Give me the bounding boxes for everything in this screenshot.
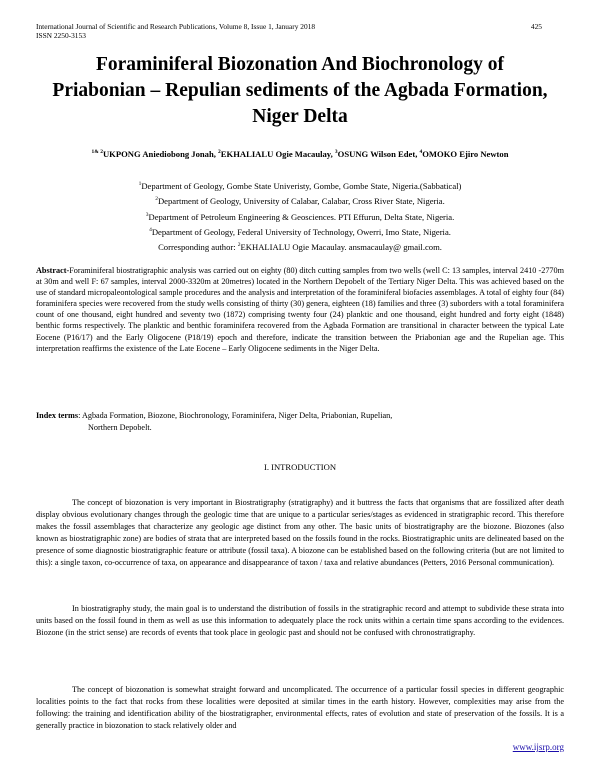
corresponding-label: Corresponding author: [158,242,238,253]
affiliation-text: Department of Geology, University of Calabar, Calabar, Cross River State, Nigeria. [157,196,445,207]
body-paragraph: The concept of biozonation is very important in Biostratigraphy (stratigraphy) and it buttress the facts that organisms that are fossilized after death display obvious evolutionary changes through the geologic time that are unique to a particular series/stages as evidenced in stratigraphic record. This therefore makes the fossil assemblages that characterize any geologic age distinct from any other. The basic units of biostratigraphy are the biozone. Biozones (also known as biostratigraphic zone) are bodies of strata that are interpreted based on the fossils found in the rocks. Biostratigraphic units are delineated based on the presence of some diagnostic biostratigraphic feature or attribute (fossil taxa). A biozone can be established based on the following criteria (but are not limited to this): a single taxon, co-occurrence of taxa, on appearance and disappearance of taxon / taxa and relative abundances (Petters, 2016 Personal communication). [36,498,564,568]
affiliation-line [60,178,540,193]
index-terms-continuation: Northern Depobelt. [88,423,152,432]
affiliation-text: Department of Geology, Gombe State Univeristy, Gombe, Gombe State, Nigeria.(Sabbatical) [141,180,462,191]
affiliation-text: Department of Geology, Federal University of Technology, Owerri, Imo State, Nigeria. [151,226,451,237]
abstract [36,265,564,354]
corresponding-email: EKHALIALU Ogie Macaulay. ansmacaulay@ gmail.com. [240,242,442,253]
corresponding-author [60,239,540,254]
index-terms-label: Index terms [36,411,79,420]
author-sup: 1& 2 [91,149,103,156]
affiliation-line [60,209,540,224]
abstract-label: Abstract- [36,266,70,275]
author-sup: 4 [419,149,423,156]
author-name: EKHALIALU Ogie Macaulay, [220,149,335,159]
author-name: UKPONG Aniediobong Jonah, [102,149,219,159]
abstract-text: Foraminiferal biostratigraphic analysis was carried out on eighty (80) ditch cutting samples from two wells (well C: 13 samples, interval 2410 -2770m at 30m and well F: 67 samples, interval 2000-3320m at 20metres) located in the Northern Depobelt of the Tertiary Niger Delta. This was achieved based on the use of standard micropaleontological sample procedures and the analysis and interpretation of the foraminiferal biofacies assemblages. A total of eighty four (84) foraminifera species were recovered from the study wells consisting of thirty (30) genera, eighteen (18) families and three (3) suborders with a total foraminifera count of one thousand, eight hundred and seventy two (1872) comprising twenty four (24) planktic and one thousand, eight hundred and forty eight (1848) benthic forms respectively. The planktic and benthic foraminifera recovered from the Agbada Formation are transitional in character between the typical Late Eocene (P16/17) and the Early Oligocene (P18/19) epoch and therefore, indicate the transition between the Priabonian age and the Rupelian age. This interpretation reaffirms the existence of the Late Eocene – Early Oligocene sediments in the Niger Delta. [36,266,564,353]
index-terms [36,410,564,434]
author-name: OSUNG Wilson Edet, [337,149,420,159]
page-number: 425 [530,22,542,31]
affiliation-line [60,224,540,239]
author-sup: 2 [218,149,221,156]
affiliation-line [60,193,540,208]
body-paragraph: The concept of biozonation is somewhat straight forward and uncomplicated. The occurrence of a particular fossil species in different geographic localities points to the fact that rocks from these localities were deposited at similar times in the earth history. However, complexities may arise from the following: the training and identification ability of the biostratigrapher, environmental effects, rates of evolution and state of preservation of the fossils. It is a generally practice in biozonation to stack relatively older and [36,685,564,731]
author-list [30,149,570,159]
author-sup: 3 [334,149,338,156]
affiliation-sup: 3 [145,211,149,218]
corresponding-sup: 2 [237,242,241,249]
affiliation-text: Department of Petroleum Engineering & Geosciences. PTI Effurun, Delta State, Nigeria. [148,211,455,222]
issn: ISSN 2250-3153 [36,31,86,40]
affiliation-sup: 1 [138,181,142,187]
body-paragraph: In biostratigraphy study, the main goal is to understand the distribution of fossils in the stratigraphic record and attempt to subdivide these strata into units based on the fossil found in them as well as use this information to adequately place the rock units within a certain time spans according to the evidences. Biozone (in the strict sense) are records of events that took place in geologic past and should not be confused with chronostratigraphy. [36,604,564,638]
affiliations [60,178,540,255]
index-terms-text: : Agbada Formation, Biozone, Biochronology, Foraminifera, Niger Delta, Priabonian, Rupelian, [78,411,393,420]
paper-title: Foraminiferal Biozonation And Biochronology of Priabonian – Repulian sediments of the Agbada Formation, Niger Delta [52,54,548,127]
author-name: OMOKO Ejiro Newton [422,149,509,159]
journal-website-link[interactable]: www.ijsrp.org [512,742,564,752]
affiliation-sup: 2 [155,196,158,203]
affiliation-sup: 4 [149,227,152,234]
section-heading: I. INTRODUCTION [263,462,337,472]
running-header [36,22,315,40]
journal-name: International Journal of Scientific and Research Publications, Volume 8, Issue 1, January 2018 [36,22,316,31]
